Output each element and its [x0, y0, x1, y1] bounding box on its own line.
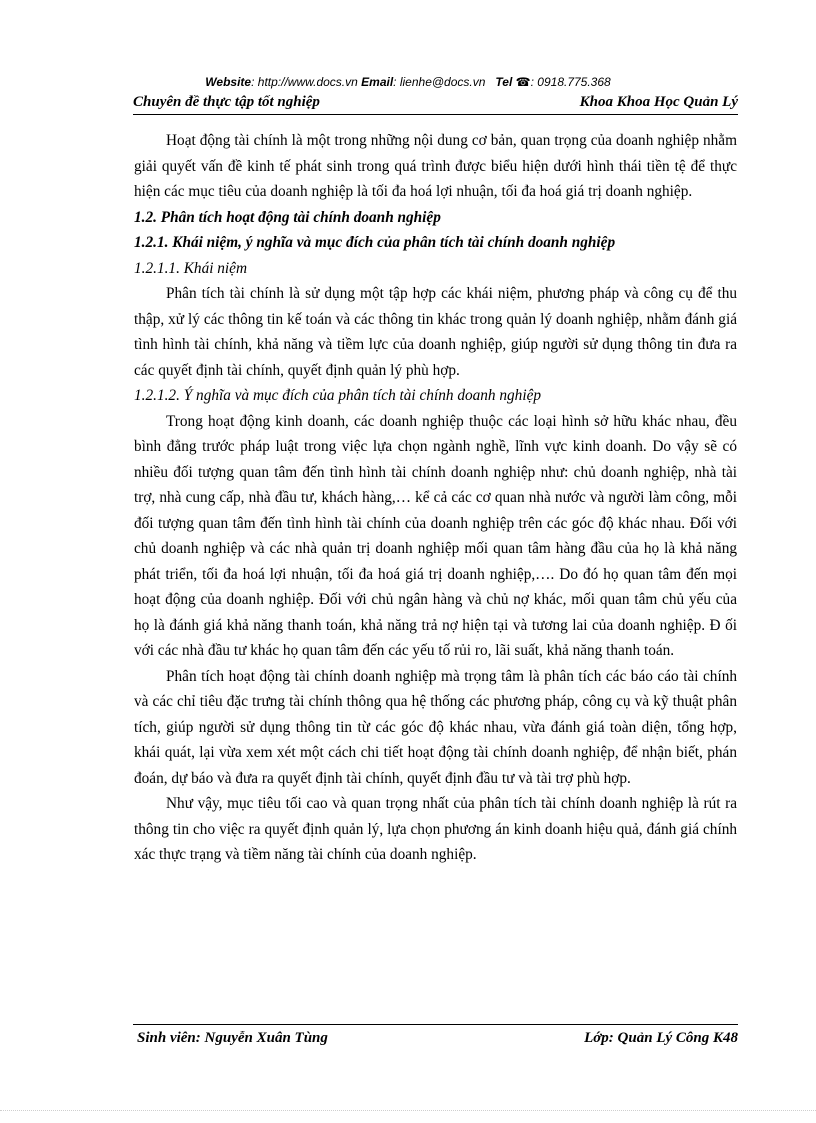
- header-right: Khoa Khoa Học Quản Lý: [579, 94, 738, 110]
- paragraph-stakeholders: Trong hoạt động kinh doanh, các doanh nghiệp thuộc các loại hình sở hữu khác nhau, đều bình đẳng trước pháp luật trong việc lựa chọn ngành nghề, lĩnh vực kinh doanh. Do vậy sẽ có nhiều đối tượng quan tâm đến tình hình tài chính doanh nghiệp như: chủ doanh nghiệp, nhà tài trợ, nhà cung cấp, nhà đầu tư, khách hàng,… kể cả các cơ quan nhà nước và người làm công, mỗi đối tượng quan tâm đến tình hình tài chính của doanh nghiệp trên các góc độ khác nhau. Đối với chủ doanh nghiệp và các nhà quản trị doanh nghiệp mối quan tâm hàng đầu của họ là khả năng phát triển, tối đa hoá lợi nhuận, tối đa hoá giá trị doanh nghiệp,…. Do đó họ quan tâm đến mọi hoạt động của doanh nghiệp. Đối với chủ ngân hàng và chủ nợ khác, mối quan tâm chủ yếu của họ là đánh giá khả năng thanh toán, khả năng trả nợ hiện tại và tương lai của doanh nghiệp. Đ ối với các nhà đầu tư khác họ quan tâm đến các yếu tố rủi ro, lãi suất, khả năng thanh toán.: [134, 412, 737, 659]
- footer-class: Lớp: Quản Lý Công K48: [584, 1030, 738, 1046]
- heading-1-2-1-2: 1.2.1.2. Ý nghĩa và mục đích của phân tích tài chính doanh nghiệp: [134, 387, 542, 404]
- phone-icon: ☎: [515, 75, 531, 89]
- paragraph-intro: Hoạt động tài chính là một trong những nội dung cơ bản, quan trọng của doanh nghiệp nhằm giải quyết vấn đề kinh tế phát sinh trong quá trình được biểu hiện dưới hình thái tiền tệ để thực hiện các mục tiêu của doanh nghiệp là tối đa hoá lợi nhuận, tối đa hoá giá trị doanh nghiệp.: [134, 132, 737, 200]
- website-url[interactable]: http://www.docs.vn: [257, 75, 358, 89]
- email-value[interactable]: : lienhe@docs.vn: [393, 75, 486, 89]
- email-label: Email: [361, 75, 394, 89]
- paragraph-analysis: Phân tích hoạt động tài chính doanh nghiệp mà trọng tâm là phân tích các báo cáo tài chính và các chỉ tiêu đặc trưng tài chính thông qua hệ thống các phương pháp, công cụ và kỹ thuật phân tích, giúp người sử dụng thông tin từ các góc độ khác nhau, vừa đánh giá toàn diện, tổng hợp, khái quát, lại vừa xem xét một cách chi tiết hoạt động tài chính doanh nghiệp, để nhận biết, phán đoán, dự báo và đưa ra quyết định tài chính, quyết định đầu tư và tài trợ phù hợp.: [134, 667, 737, 787]
- website-label: Website: [205, 75, 252, 89]
- page-footer: [133, 1024, 738, 1049]
- website-separator: :: [251, 75, 258, 89]
- page-bottom-divider: [0, 1110, 816, 1111]
- page-header: [133, 92, 738, 115]
- paragraph-conclusion: Như vậy, mục tiêu tối cao và quan trọng nhất của phân tích tài chính doanh nghiệp là rút ra thông tin cho việc ra quyết định quản lý, lựa chọn phương án kinh doanh hiệu quả, đánh giá chính xác thực trạng và tiềm năng tài chính của doanh nghiệp.: [134, 795, 737, 863]
- heading-1-2: 1.2. Phân tích hoạt động tài chính doanh nghiệp: [134, 208, 441, 226]
- heading-1-2-1-1: 1.2.1.1. Khái niệm: [134, 259, 248, 277]
- header-left: Chuyên đề thực tập tốt nghiệp: [133, 94, 320, 110]
- tel-label: Tel: [495, 75, 513, 89]
- tel-value: : 0918.775.368: [530, 75, 611, 89]
- heading-1-2-1: 1.2.1. Khái niệm, ý nghĩa và mục đích của phân tích tài chính doanh nghiệp: [134, 234, 616, 251]
- website-banner: [0, 75, 816, 89]
- footer-student: Sinh viên: Nguyễn Xuân Tùng: [137, 1030, 328, 1046]
- paragraph-definition: Phân tích tài chính là sử dụng một tập hợp các khái niệm, phương pháp và công cụ để thu thập, xử lý các thông tin kế toán và các thông tin khác trong quản lý doanh nghiệp, nhằm đánh giá tình hình tài chính, khả năng và tiềm lực của doanh nghiệp, giúp người sử dụng thông tin đưa ra các quyết định tài chính, quyết định quản lý phù hợp.: [134, 285, 737, 379]
- document-body: [134, 128, 737, 868]
